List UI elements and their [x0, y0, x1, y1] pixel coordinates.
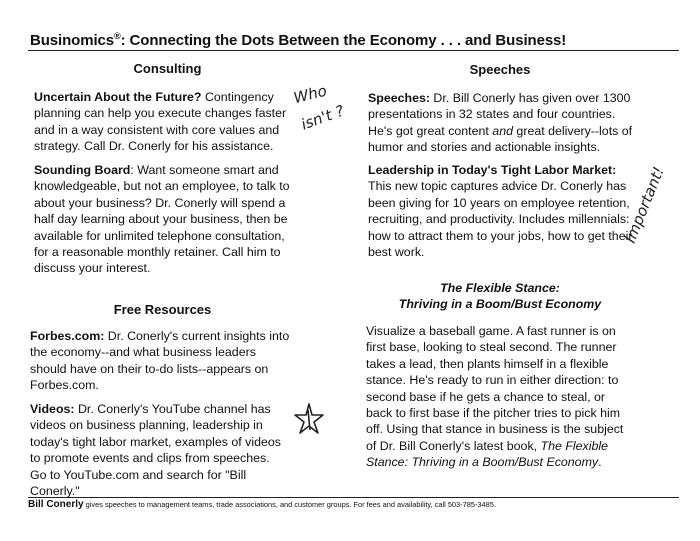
consulting-heading: Consulting — [133, 61, 202, 76]
footer-text: gives speeches to management teams, trade associations, and customer groups. For fees and availability, call 503-785-3485. — [83, 500, 496, 509]
important-annotation — [612, 148, 692, 258]
sounding-board-label: Sounding Board — [34, 163, 131, 177]
forbes-paragraph — [30, 328, 292, 394]
brand-name: Businomics — [30, 32, 115, 49]
registered-mark: ® — [114, 31, 121, 41]
forbes-label: Forbes.com: — [30, 329, 105, 343]
who-isnt-annotation — [286, 76, 366, 136]
book-title — [365, 280, 635, 313]
leadership-paragraph — [368, 162, 634, 260]
book-title-line1: The Flexible Stance: — [440, 281, 560, 295]
forbes-text: Dr. Conerly's current insights into the economy--and what business leaders should have on their to-do lists--appears on Forbes.com. — [30, 329, 290, 393]
speeches-heading: Speeches — [469, 62, 531, 77]
speeches-text-a: Dr. Bill Conerly has given over 1300 presentations in 32 states and four countries. He's got great content — [368, 91, 631, 138]
consulting-sounding-board-paragraph — [34, 162, 294, 277]
isnt-annotation-text: isn't ? — [298, 101, 347, 134]
book-text-b: . — [598, 455, 602, 470]
videos-text: Dr. Conerly's YouTube channel has videos on business planning, leadership in today's tight labor market, examples of videos to promote events and clips from speeches. Go to YouTube.com and search for "Bill Conerly." — [30, 402, 281, 499]
videos-label: Videos: — [30, 402, 75, 416]
speeches-paragraph — [368, 90, 640, 156]
speeches-label: Speeches: — [368, 91, 430, 105]
footer-name: Bill Conerly — [28, 499, 84, 510]
sounding-board-text: : Want someone smart and knowledgeable, but not an employee, to talk to about your business? Dr. Conerly will spend a half day learning about your business, then be available for unlimited telephone consultation, for a reasonable monthly retainer. Call him to discuss your interest. — [34, 163, 290, 276]
book-title-line2: Thriving in a Boom/Bust Economy — [398, 297, 602, 312]
bottom-rule — [28, 497, 679, 498]
footer — [28, 499, 496, 510]
videos-paragraph — [30, 401, 288, 499]
tagline: : Connecting the Dots Between the Economy . . . and Business! — [120, 32, 567, 49]
uncertain-text: Contingency planning can help you execute changes faster and in a way consistent with core values and strategy. Call Dr. Conerly for his assistance. — [34, 90, 287, 154]
book-text-a: Visualize a baseball game. A fast runner is on first base, looking to steal second. The runner takes a lead, then plants himself in a flexible stance. He's ready to run in either direction: to second base if he gets a chance to steal, or back to first base if the pitcher tries to pick him off. Using that stance in business is the subject of Dr. Bill Conerly's latest book, — [366, 324, 624, 453]
top-rule — [28, 50, 679, 51]
speeches-emphasis: and — [492, 123, 513, 138]
book-paragraph — [366, 323, 630, 471]
consulting-uncertain-paragraph — [34, 89, 288, 155]
speeches-text-b: great delivery--lots of humor and stories and actionable insights. — [368, 123, 633, 155]
uncertain-label: Uncertain About the Future? — [34, 90, 202, 104]
hand-drawn-star-icon — [292, 402, 326, 436]
free-resources-heading: Free Resources — [113, 302, 212, 317]
important-annotation-text: Important! — [621, 164, 668, 246]
leadership-text: This new topic captures advice Dr. Conerly has been giving for 10 years on employee retention, recruiting, and productivity. Includes millennials: how to attract them to your jobs, how to get their best work. — [368, 179, 633, 260]
book-emphasis: The Flexible Stance: Thriving in a Boom/Bust Economy — [366, 438, 609, 470]
leadership-label: Leadership in Today's Tight Labor Market: — [368, 163, 617, 177]
page-title — [30, 31, 566, 49]
who-annotation-text: Who — [291, 81, 329, 108]
